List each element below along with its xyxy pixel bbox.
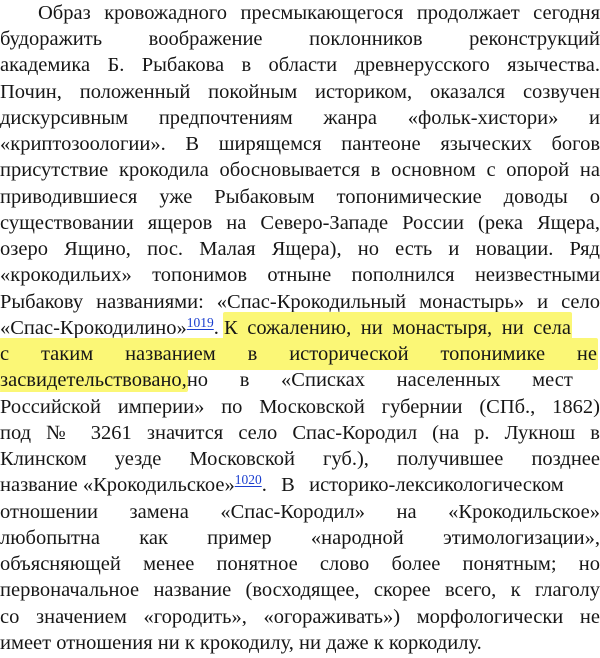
text-line: под № 3261 значится село Спас-Корoдил (на р. Лукнош в [0,422,600,444]
text-line: любопытна как пример «народной этимологизации», [0,527,600,549]
text-line [0,365,600,395]
text-segment: «Спас-Крокодилино» [0,317,187,339]
text-line: «криптозоологии». В ширящемся пантеоне языческих богов [0,133,600,155]
text-line: существовании ящеров на Северо-Западе России (река Ящера, [0,212,600,234]
text-line: со значением «городить», «огораживать») морфологически не [0,606,600,628]
highlighted-text: К сожалению, ни монастыря, ни села [224,313,571,343]
text-segment: . В историко-лексикологическом [261,474,564,496]
text-line: отношении замена «Спас-Кородил» на «Крокодильское» [0,501,600,523]
footnote-link-1020[interactable]: 1020 [234,472,262,487]
text-line-footnote-1020 [0,470,600,500]
highlighted-text: засвидетельствовано, [0,369,187,391]
text-line: Российской империи» по Московской губернии (СПб., 1862) [0,396,600,418]
text-line: Рыбакову названиями: «Спас-Крокодильный монастырь» и село [0,291,600,313]
text-line: приводившиеся уже Рыбаковым топонимические доводы о [0,186,600,208]
text-line: первоначальное название (восходящее, скорее всего, к глаголу [0,579,600,601]
text-line: дискурсивным предпочтениям жанра «фольк-хистори» и [0,107,600,129]
text-line: Почин, положенный покойным историком, оказался созвучен [0,81,600,103]
text-line: озеро Ящино, пос. Малая Ящера), но есть и новации. Ряд [0,238,600,260]
text-segment: . [213,317,224,339]
text-line: «крокодильих» топонимов отныне пополнился неизвестными [0,264,600,286]
text-line: Образ кровожадного пресмыкающегося продолжает сегодня [38,2,600,24]
text-line: будоражить воображение поклонников реконструкций [0,28,600,50]
text-line: объясняющей менее понятное слово более понятным; но [0,553,600,575]
footnote-link-1019[interactable]: 1019 [186,315,214,330]
text-segment: но в «Списках населенных мест [186,369,573,391]
text-segment: название «Крокодильское» [0,474,235,496]
text-line: академика Б. Рыбакова в области древнерусского язычества. [0,54,600,76]
text-line-last: имеет отношения ни к крокодилу, ни даже к коркодилу. [0,632,482,654]
highlighted-text: с таким названием в исторической топонимике не [0,339,597,369]
text-line: Клинском уезде Московской губ.), получившее позднее [0,448,600,470]
text-line: присутствие крокодила обосновывается в основном с опорой на [0,159,600,181]
